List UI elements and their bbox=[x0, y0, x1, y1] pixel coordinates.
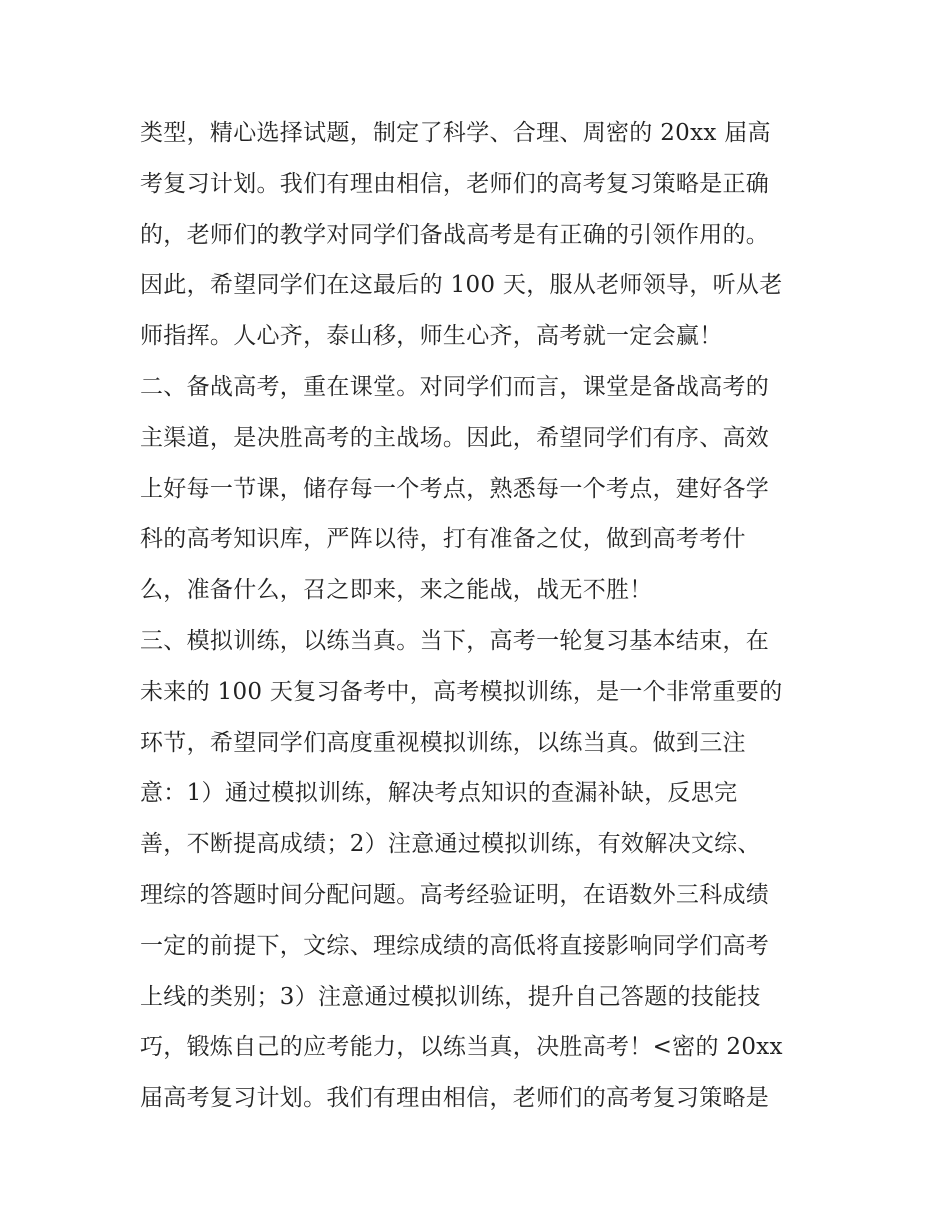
text-line: 主渠道，是决胜高考的主战场。因此，希望同学们有序、高效 bbox=[140, 424, 770, 451]
text-line: 上好每一节课，储存每一个考点，熟悉每一个考点，建好各学 bbox=[140, 475, 770, 502]
body-text bbox=[140, 108, 820, 1124]
text-line: 意：1）通过模拟训练，解决考点知识的查漏补缺，反思完 bbox=[140, 780, 738, 807]
text-line: 三、模拟训练，以练当真。当下，高考一轮复习基本结束，在 bbox=[140, 627, 770, 654]
text-line: 善，不断提高成绩；2）注意通过模拟训练，有效解决文综、 bbox=[140, 831, 761, 858]
text-line: 一定的前提下，文综、理综成绩的高低将直接影响同学们高考 bbox=[140, 932, 770, 959]
text-line: 二、备战高考，重在课堂。对同学们而言，课堂是备战高考的 bbox=[140, 373, 770, 400]
text-line: 上线的类别；3）注意通过模拟训练，提升自己答题的技能技 bbox=[140, 983, 761, 1010]
text-line: 巧，锻炼自己的应考能力，以练当真，决胜高考！<密的 20xx bbox=[140, 1034, 783, 1061]
text-line: 因此，希望同学们在这最后的 100 天，服从老师领导，听从老 bbox=[140, 272, 783, 299]
text-line: 科的高考知识库，严阵以待，打有准备之仗，做到高考考什 bbox=[140, 526, 746, 553]
text-line: 环节，希望同学们高度重视模拟训练，以练当真。做到三注 bbox=[140, 729, 746, 756]
text-line: 师指挥。人心齐，泰山移，师生心齐，高考就一定会赢！ bbox=[140, 323, 723, 350]
text-line: 类型，精心选择试题，制定了科学、合理、周密的 20xx 届高 bbox=[140, 120, 771, 146]
text-line: 的，老师们的教学对同学们备战高考是有正确的引领作用的。 bbox=[140, 221, 770, 248]
text-line: 理综的答题时间分配问题。高考经验证明，在语数外三科成绩 bbox=[140, 881, 770, 908]
text-line: 考复习计划。我们有理由相信，老师们的高考复习策略是正确 bbox=[140, 170, 770, 197]
text-line: 么，准备什么，召之即来，来之能战，战无不胜！ bbox=[140, 577, 653, 604]
text-line: 届高考复习计划。我们有理由相信，老师们的高考复习策略是 bbox=[140, 1085, 770, 1112]
text-line: 未来的 100 天复习备考中，高考模拟训练，是一个非常重要的 bbox=[140, 678, 783, 705]
